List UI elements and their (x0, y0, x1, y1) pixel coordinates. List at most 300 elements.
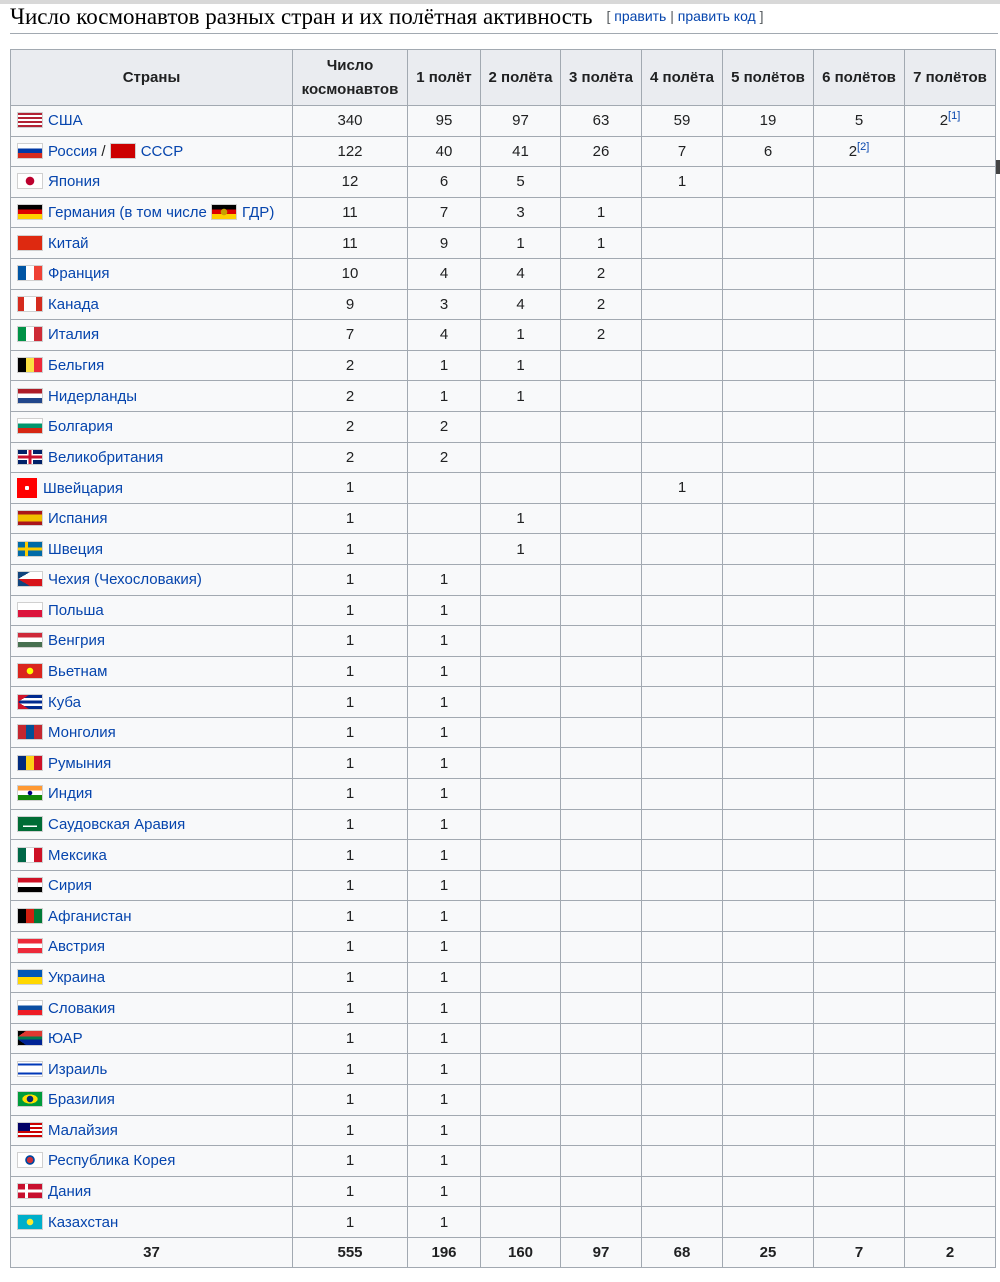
flights-f5-cell (723, 289, 814, 320)
flights-f1-cell (408, 1146, 481, 1177)
flights-f6-cell (814, 748, 905, 779)
flights-value: 1 (439, 601, 449, 619)
country-link[interactable]: Венгрия (48, 632, 105, 650)
country-link[interactable]: ГДР (242, 204, 270, 222)
flights-f1-cell (408, 258, 481, 289)
table-row (11, 1023, 996, 1054)
flights-f6-cell (814, 993, 905, 1024)
flag-south-africa-icon (17, 1030, 43, 1046)
country-link[interactable]: Сирия (48, 877, 93, 895)
flights-value: 1 (439, 785, 449, 803)
flights-value: 1 (439, 815, 449, 833)
flights-f7-cell (905, 197, 996, 228)
flights-f5-cell (723, 167, 814, 198)
flights-f2-cell (481, 534, 561, 565)
country-link[interactable]: Болгария (48, 418, 113, 436)
flights-value: 7 (677, 142, 687, 160)
country-link[interactable]: Саудовская Аравия (48, 815, 186, 833)
count-cell: 1 (293, 503, 408, 534)
count-cell: 1 (293, 473, 408, 504)
flights-f3-cell (561, 197, 642, 228)
flights-f4-cell (642, 473, 723, 504)
country-link[interactable]: Швейцария (43, 479, 124, 497)
flights-f2-cell (481, 993, 561, 1024)
flights-f2-cell (481, 748, 561, 779)
count-cell: 1 (293, 809, 408, 840)
country-cell (11, 993, 293, 1024)
country-link[interactable]: Бельгия (48, 357, 105, 375)
flights-f7-cell (905, 1146, 996, 1177)
flights-value: 59 (673, 112, 691, 130)
flights-f4-cell (642, 626, 723, 657)
flights-f7-cell (905, 320, 996, 351)
flights-f2-cell (481, 962, 561, 993)
flights-f1-cell (408, 1207, 481, 1238)
flights-f5-cell (723, 1023, 814, 1054)
footnote-link[interactable]: [1] (948, 110, 961, 123)
flag-netherlands-icon (17, 388, 43, 404)
flights-value: 1 (439, 357, 449, 375)
flights-f1-cell (408, 442, 481, 473)
flights-f3-cell (561, 136, 642, 167)
country-link[interactable]: Швеция (48, 540, 103, 558)
flag-uk-icon (17, 449, 43, 465)
country-link[interactable]: Польша (48, 601, 104, 619)
flag-china-icon (17, 235, 43, 251)
flights-value: 1 (439, 754, 449, 772)
country-cell (11, 1054, 293, 1085)
flag-brazil-icon (17, 1091, 43, 1107)
country-cell (11, 656, 293, 687)
count-cell: 122 (293, 136, 408, 167)
flights-f6-cell (814, 1207, 905, 1238)
count-cell: 1 (293, 534, 408, 565)
flights-f6-cell (814, 228, 905, 259)
flights-f7-cell (905, 595, 996, 626)
flag-denmark-icon (17, 1183, 43, 1199)
country-link[interactable]: Китай (48, 234, 89, 252)
table-row (11, 1054, 996, 1085)
header-row (11, 50, 996, 106)
flights-f2-cell (481, 106, 561, 137)
country-cell (11, 534, 293, 565)
flights-f2-cell (481, 1146, 561, 1177)
flights-value: 1 (439, 724, 449, 742)
flights-f6-cell (814, 1146, 905, 1177)
flights-f5-cell (723, 1207, 814, 1238)
flights-f5-cell (723, 228, 814, 259)
flights-value: 1 (439, 1030, 449, 1048)
flights-f1-cell (408, 473, 481, 504)
flights-f6-cell (814, 350, 905, 381)
flights-f6-cell (814, 932, 905, 963)
flights-f7-cell (905, 717, 996, 748)
flights-value: 2 (939, 112, 949, 130)
flights-f2-cell (481, 840, 561, 871)
flights-f4-cell (642, 381, 723, 412)
flights-f1-cell (408, 717, 481, 748)
country-link[interactable]: Республика Корея (48, 1152, 176, 1170)
country-link[interactable]: Япония (48, 173, 101, 191)
flights-value: 1 (439, 693, 449, 711)
country-link[interactable]: Италия (48, 326, 100, 344)
country-cell (11, 136, 293, 167)
flights-value: 1 (439, 999, 449, 1017)
table-row (11, 656, 996, 687)
flights-f2-cell (481, 870, 561, 901)
country-link[interactable]: Казахстан (48, 1213, 119, 1231)
flights-f4-cell (642, 656, 723, 687)
flights-f6-cell (814, 197, 905, 228)
col-header-f4[interactable]: 4 полёта (642, 50, 723, 106)
table-row (11, 1207, 996, 1238)
table-row (11, 381, 996, 412)
country-cell (11, 320, 293, 351)
flights-value: 1 (439, 1121, 449, 1139)
flights-f2-cell (481, 595, 561, 626)
flights-f3-cell (561, 717, 642, 748)
total-f6: 7 (814, 1237, 905, 1267)
flag-japan-icon (17, 173, 43, 189)
flag-south-korea-icon (17, 1152, 43, 1168)
count-cell: 10 (293, 258, 408, 289)
country-link[interactable]: Бразилия (48, 1091, 115, 1109)
country-link[interactable]: Дания (48, 1183, 92, 1201)
country-link[interactable]: Испания (48, 510, 108, 528)
flights-f4-cell (642, 748, 723, 779)
flights-value: 5 (516, 173, 525, 191)
flights-f2-cell (481, 167, 561, 198)
country-cell (11, 106, 293, 137)
flights-value: 1 (439, 846, 449, 864)
flights-f7-cell (905, 289, 996, 320)
flights-value: 1 (516, 510, 525, 528)
table-row (11, 626, 996, 657)
table-row (11, 411, 996, 442)
country-link[interactable]: Вьетнам (48, 662, 108, 680)
flights-f1-cell (408, 289, 481, 320)
country-cell (11, 442, 293, 473)
flights-f7-cell (905, 809, 996, 840)
flights-f2-cell (481, 258, 561, 289)
count-cell: 1 (293, 1115, 408, 1146)
flights-f5-cell (723, 901, 814, 932)
flights-f6-cell (814, 901, 905, 932)
flights-f6-cell (814, 595, 905, 626)
flights-value: 1 (516, 387, 525, 405)
country-link[interactable]: Афганистан (48, 907, 132, 925)
flights-f1-cell (408, 993, 481, 1024)
flag-mexico-icon (17, 847, 43, 863)
flights-value: 1 (439, 387, 449, 405)
flights-f5-cell (723, 1176, 814, 1207)
count-cell: 1 (293, 779, 408, 810)
flag-romania-icon (17, 755, 43, 771)
flights-value: 1 (516, 234, 525, 252)
country-cell (11, 1085, 293, 1116)
count-cell: 1 (293, 687, 408, 718)
flights-f6-cell (814, 656, 905, 687)
col-header-country[interactable]: Страны (11, 50, 293, 106)
flights-value: 4 (439, 326, 449, 344)
table-row (11, 106, 996, 137)
flights-f4-cell (642, 1085, 723, 1116)
country-link[interactable]: Германия (48, 204, 116, 222)
flights-f2-cell (481, 809, 561, 840)
country-link[interactable]: Канада (48, 295, 99, 313)
count-cell: 11 (293, 228, 408, 259)
flag-gdr-icon (211, 204, 237, 220)
flights-f5-cell (723, 106, 814, 137)
flights-f1-cell (408, 106, 481, 137)
flights-f6-cell (814, 106, 905, 137)
flights-f1-cell (408, 136, 481, 167)
col-header-f5[interactable]: 5 полётов (723, 50, 814, 106)
flights-f5-cell (723, 687, 814, 718)
flights-f4-cell (642, 901, 723, 932)
flights-f3-cell (561, 167, 642, 198)
flights-f6-cell (814, 289, 905, 320)
flights-f2-cell (481, 932, 561, 963)
flights-f6-cell (814, 1115, 905, 1146)
country-cell (11, 962, 293, 993)
flights-f7-cell (905, 1085, 996, 1116)
flights-f5-cell (723, 717, 814, 748)
col-header-count[interactable]: Число космонавтов (293, 50, 408, 106)
table-row (11, 717, 996, 748)
flights-f1-cell (408, 381, 481, 412)
flights-f7-cell (905, 932, 996, 963)
flights-value: 4 (439, 265, 449, 283)
flights-f3-cell (561, 1146, 642, 1177)
flights-f4-cell (642, 993, 723, 1024)
flights-value: 40 (435, 142, 453, 160)
flag-spain-icon (17, 510, 43, 526)
flag-ukraine-icon (17, 969, 43, 985)
flights-f5-cell (723, 503, 814, 534)
flights-f6-cell (814, 381, 905, 412)
country-link[interactable]: СССР (140, 142, 184, 160)
country-link[interactable]: ЮАР (48, 1030, 83, 1048)
flights-f4-cell (642, 779, 723, 810)
flights-f7-cell (905, 503, 996, 534)
flights-f1-cell (408, 534, 481, 565)
flights-f7-cell (905, 656, 996, 687)
country-cell (11, 411, 293, 442)
count-cell: 1 (293, 993, 408, 1024)
flights-f4-cell (642, 1207, 723, 1238)
flag-cuba-icon (17, 694, 43, 710)
flights-value: 2 (439, 448, 449, 466)
flights-f7-cell (905, 1115, 996, 1146)
flights-f2-cell (481, 564, 561, 595)
country-link[interactable]: Румыния (48, 754, 112, 772)
flights-f3-cell (561, 748, 642, 779)
flights-f2-cell (481, 656, 561, 687)
flights-f5-cell (723, 840, 814, 871)
flights-f5-cell (723, 136, 814, 167)
country-cell (11, 167, 293, 198)
flights-value: 2 (848, 142, 858, 160)
col-header-f1[interactable]: 1 полёт (408, 50, 481, 106)
flag-india-icon (17, 785, 43, 801)
country-link[interactable]: Франция (48, 265, 110, 283)
flights-f1-cell (408, 962, 481, 993)
flights-f6-cell (814, 411, 905, 442)
table-row (11, 748, 996, 779)
country-cell (11, 381, 293, 412)
edit-link[interactable]: править (614, 8, 667, 24)
col-header-f6[interactable]: 6 полётов (814, 50, 905, 106)
flights-f7-cell (905, 993, 996, 1024)
flights-f5-cell (723, 473, 814, 504)
flights-f3-cell (561, 503, 642, 534)
flights-f4-cell (642, 136, 723, 167)
country-link[interactable]: Словакия (48, 999, 116, 1017)
flights-f4-cell (642, 197, 723, 228)
flights-f7-cell (905, 1054, 996, 1085)
flights-f1-cell (408, 1176, 481, 1207)
flights-f7-cell (905, 167, 996, 198)
flights-f5-cell (723, 564, 814, 595)
flights-f3-cell (561, 626, 642, 657)
flights-f2-cell (481, 350, 561, 381)
col-header-f2[interactable]: 2 полёта (481, 50, 561, 106)
flights-f7-cell (905, 840, 996, 871)
flag-saudi-arabia-icon (17, 816, 43, 832)
table-row (11, 350, 996, 381)
flights-f4-cell (642, 534, 723, 565)
flights-f3-cell (561, 350, 642, 381)
table-row (11, 258, 996, 289)
flights-value: 1 (439, 1152, 449, 1170)
country-link[interactable]: Индия (48, 785, 93, 803)
country-link[interactable]: Россия (48, 142, 98, 160)
total-f1: 196 (408, 1237, 481, 1267)
count-cell: 2 (293, 381, 408, 412)
count-cell: 1 (293, 595, 408, 626)
flights-f6-cell (814, 258, 905, 289)
flag-france-icon (17, 265, 43, 281)
flights-f3-cell (561, 411, 642, 442)
table-row (11, 1146, 996, 1177)
flights-value: 2 (596, 326, 606, 344)
flights-f2-cell (481, 136, 561, 167)
col-header-f7[interactable]: 7 полётов (905, 50, 996, 106)
flights-f3-cell (561, 870, 642, 901)
flights-f4-cell (642, 167, 723, 198)
flag-poland-icon (17, 602, 43, 618)
country-link[interactable]: Куба (48, 693, 81, 711)
edit-source-link[interactable]: править код (677, 8, 756, 24)
col-header-f3[interactable]: 3 полёта (561, 50, 642, 106)
flag-hungary-icon (17, 632, 43, 648)
flag-sweden-icon (17, 541, 43, 557)
flights-f6-cell (814, 870, 905, 901)
country-cell (11, 289, 293, 320)
country-link[interactable]: Украина (48, 968, 106, 986)
table-row (11, 503, 996, 534)
flag-switzerland-icon (17, 478, 37, 498)
flights-value: 1 (439, 1213, 449, 1231)
flights-value: 1 (439, 968, 449, 986)
flights-value: 6 (439, 173, 449, 191)
country-cell (11, 1146, 293, 1177)
table-row (11, 687, 996, 718)
flag-slovakia-icon (17, 1000, 43, 1016)
flights-value: 1 (516, 326, 525, 344)
flights-f5-cell (723, 809, 814, 840)
flights-f2-cell (481, 197, 561, 228)
country-link[interactable]: Израиль (48, 1060, 108, 1078)
country-note: (в том числе (115, 204, 212, 222)
country-cell (11, 350, 293, 381)
flights-f6-cell (814, 779, 905, 810)
flights-value: 1 (439, 662, 449, 680)
count-cell: 1 (293, 748, 408, 779)
flights-f7-cell (905, 901, 996, 932)
country-link[interactable]: Монголия (48, 724, 116, 742)
flights-f6-cell (814, 840, 905, 871)
country-link[interactable]: Австрия (48, 938, 106, 956)
country-link[interactable]: Мексика (48, 846, 107, 864)
country-cell (11, 779, 293, 810)
country-cell (11, 717, 293, 748)
flights-f4-cell (642, 1146, 723, 1177)
flights-f7-cell (905, 564, 996, 595)
flights-f3-cell (561, 564, 642, 595)
country-cell (11, 1115, 293, 1146)
country-link[interactable]: Чехия (Чехословакия) (48, 571, 202, 589)
flights-value: 9 (439, 234, 449, 252)
country-link[interactable]: Великобритания (48, 448, 164, 466)
country-cell (11, 228, 293, 259)
footnote-link[interactable]: [2] (857, 140, 870, 153)
flights-f3-cell (561, 595, 642, 626)
flights-value: 63 (592, 112, 610, 130)
flag-germany-icon (17, 204, 43, 220)
flights-f3-cell (561, 779, 642, 810)
flights-f5-cell (723, 411, 814, 442)
flights-f5-cell (723, 1115, 814, 1146)
flights-f6-cell (814, 442, 905, 473)
flights-f1-cell (408, 932, 481, 963)
flights-f4-cell (642, 932, 723, 963)
count-cell: 1 (293, 564, 408, 595)
flights-value: 1 (677, 173, 687, 191)
country-link[interactable]: США (48, 112, 83, 130)
country-link[interactable]: Малайзия (48, 1121, 118, 1139)
flights-f3-cell (561, 289, 642, 320)
flights-f1-cell (408, 503, 481, 534)
scrollbar-thumb[interactable] (996, 160, 1000, 174)
flights-value: 95 (435, 112, 453, 130)
count-cell: 2 (293, 350, 408, 381)
flights-f6-cell (814, 962, 905, 993)
flights-f4-cell (642, 1054, 723, 1085)
country-link[interactable]: Нидерланды (48, 387, 138, 405)
flag-belgium-icon (17, 357, 43, 373)
flights-f3-cell (561, 473, 642, 504)
flights-f4-cell (642, 809, 723, 840)
table-row (11, 779, 996, 810)
flights-f3-cell (561, 962, 642, 993)
flights-f7-cell (905, 411, 996, 442)
flights-f4-cell (642, 258, 723, 289)
flights-value: 2 (596, 265, 606, 283)
flag-syria-icon (17, 877, 43, 893)
table-row (11, 197, 996, 228)
